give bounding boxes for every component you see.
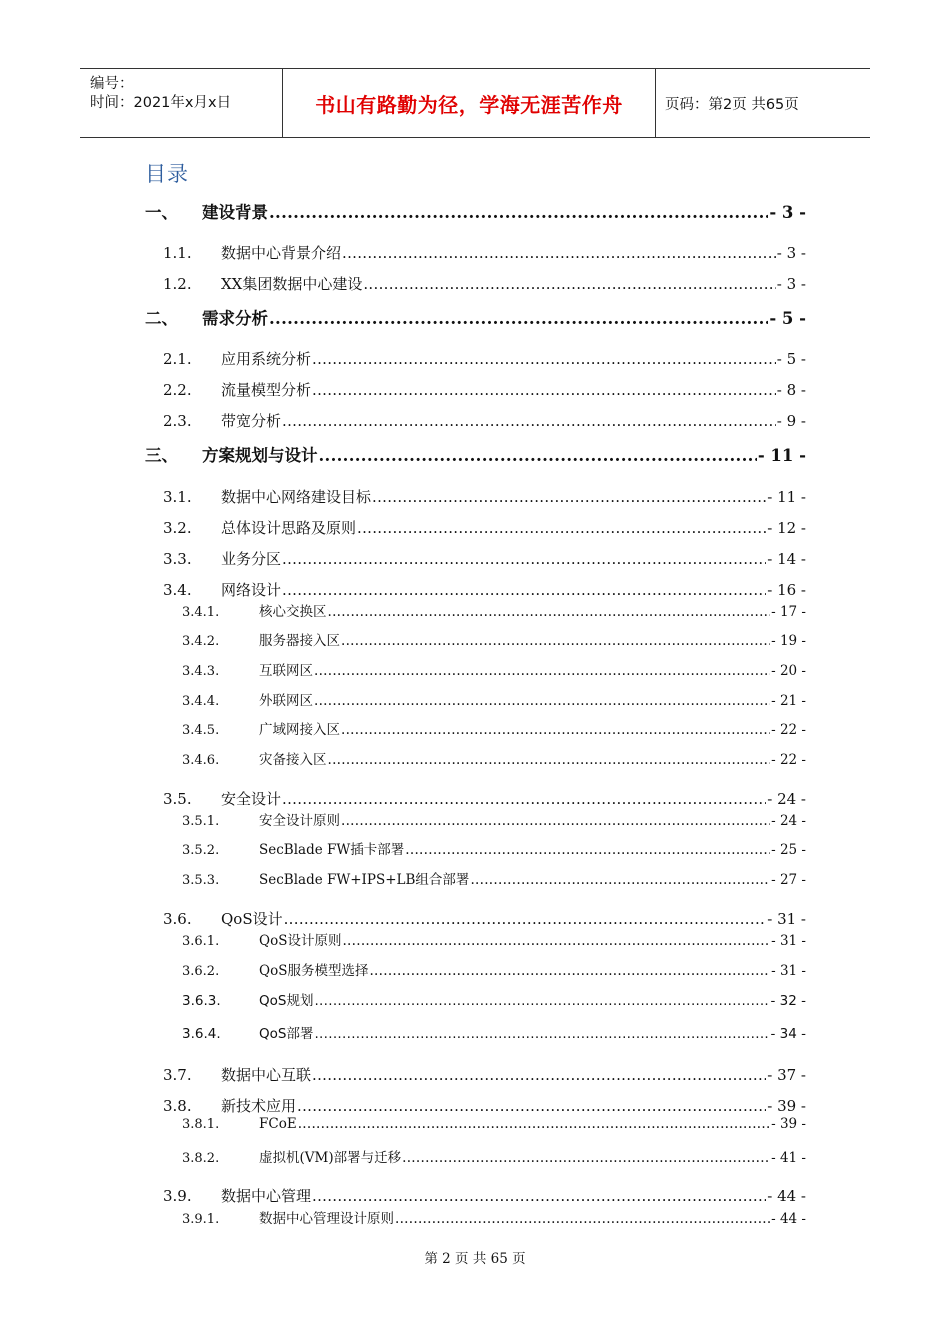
toc-entry-page: - 34 -: [770, 1026, 806, 1042]
toc-entry-number: 3.1.: [163, 488, 192, 506]
toc-entry[interactable]: [163, 1064, 806, 1085]
toc-entry-page: - 27 -: [771, 872, 806, 888]
toc-entry-title: 方案规划与设计: [202, 446, 318, 465]
header-date-label: 时间：2021年x月x日: [90, 95, 232, 111]
toc-entry-number: 3.4.1.: [182, 605, 220, 620]
toc-dot-leader: [282, 790, 766, 808]
toc-entry-title: 互联网区: [259, 663, 313, 679]
toc-entry-title: 应用系统分析: [221, 350, 312, 368]
toc-dot-leader: [282, 412, 776, 430]
toc-entry-title: XX集团数据中心建设: [221, 275, 363, 293]
toc-title: 目录: [145, 162, 189, 186]
toc-entry-title: QoS设计原则: [259, 933, 342, 949]
toc-entry-title: QoS部署: [259, 1026, 314, 1042]
toc-entry[interactable]: [182, 1116, 806, 1132]
toc-dot-leader: [312, 381, 776, 399]
toc-entry-number: 3.4.: [163, 581, 192, 599]
toc-entry-title: SecBlade FW+IPS+LB组合部署: [259, 872, 470, 888]
toc-entry[interactable]: [182, 989, 806, 1009]
toc-dot-leader: [312, 1187, 766, 1205]
toc-dot-leader: [328, 604, 771, 620]
toc-entry-title: 数据中心背景介绍: [221, 244, 342, 262]
toc-entry-title: 带宽分析: [221, 412, 282, 430]
toc-dot-leader: [282, 550, 766, 568]
toc-dot-leader: [363, 275, 775, 293]
toc-entry-number: 三、: [145, 446, 178, 465]
toc-entry[interactable]: [163, 348, 806, 369]
toc-entry-number: 2.2.: [163, 381, 192, 399]
toc-entry-number: 2.3.: [163, 412, 192, 430]
toc-entry-title: 核心交换区: [259, 604, 327, 620]
toc-entry-title: 流量模型分析: [221, 381, 312, 399]
toc-entry-number: 3.8.: [163, 1097, 192, 1115]
toc-entry-page: - 19 -: [771, 633, 806, 649]
toc-entry-title: 广域网接入区: [259, 722, 340, 738]
toc-entry[interactable]: [182, 809, 806, 829]
toc-entry-number: 3.2.: [163, 519, 192, 537]
toc-dot-leader: [314, 663, 770, 679]
toc-entry-title: 业务分区: [221, 550, 282, 568]
toc-dot-leader: [284, 910, 767, 928]
toc-entry[interactable]: [163, 1095, 806, 1116]
toc-entry[interactable]: [163, 1185, 806, 1206]
toc-entry[interactable]: [182, 929, 806, 949]
toc-entry-title: FCoE: [259, 1116, 297, 1132]
toc-entry[interactable]: [163, 273, 806, 294]
toc-entry-page: - 25 -: [771, 842, 806, 858]
toc-entry-number: 3.6.4.: [182, 1026, 221, 1042]
toc-entry-title: 外联网区: [259, 693, 313, 709]
toc-entry-page: - 9 -: [776, 412, 806, 430]
toc-entry-number: 3.9.1.: [182, 1212, 220, 1227]
toc-entry-title: 数据中心管理: [221, 1187, 312, 1205]
toc-entry-title: QoS设计: [221, 910, 283, 928]
toc-entry-number: 3.5.: [163, 790, 192, 808]
toc-entry-number: 3.5.3.: [182, 873, 220, 888]
toc-entry[interactable]: [182, 748, 806, 768]
toc-entry-title: SecBlade FW插卡部署: [259, 842, 405, 858]
toc-entry-title: 网络设计: [221, 581, 282, 599]
toc-entry-page: - 21 -: [771, 693, 806, 709]
toc-entry[interactable]: [163, 788, 806, 809]
toc-entry-title: 数据中心互联: [221, 1066, 312, 1084]
toc-dot-leader: [395, 1211, 770, 1227]
toc-entry-number: 3.4.2.: [182, 634, 220, 649]
page-footer: 第 2 页 共 65 页: [424, 1251, 526, 1267]
toc-entry-number: 3.5.2.: [182, 843, 220, 858]
toc-entry[interactable]: [163, 908, 806, 929]
toc-entry[interactable]: [145, 442, 806, 466]
toc-dot-leader: [342, 933, 770, 949]
toc-dot-leader: [369, 963, 770, 979]
toc-entry[interactable]: [182, 1207, 806, 1227]
toc-dot-leader: [372, 488, 766, 506]
toc-dot-leader: [269, 203, 768, 222]
toc-entry-page: - 5 -: [769, 309, 806, 328]
toc-entry[interactable]: [163, 379, 806, 400]
toc-entry-title: QoS规划: [259, 993, 314, 1009]
toc-entry-number: 1.1.: [163, 244, 192, 262]
toc-entry-number: 3.6.3.: [182, 993, 221, 1009]
toc-dot-leader: [298, 1116, 770, 1132]
toc-dot-leader: [341, 633, 770, 649]
toc-entry-number: 3.4.5.: [182, 723, 220, 738]
toc-dot-leader: [341, 813, 770, 829]
toc-entry-page: - 37 -: [767, 1066, 806, 1084]
toc-entry-page: - 3 -: [776, 275, 806, 293]
toc-entry-number: 3.8.2.: [182, 1151, 220, 1166]
toc-entry[interactable]: [163, 242, 806, 263]
toc-entry[interactable]: [182, 868, 806, 888]
toc-entry-number: 3.4.6.: [182, 753, 220, 768]
toc-entry-page: - 22 -: [771, 752, 806, 768]
toc-dot-leader: [269, 309, 768, 328]
toc-dot-leader: [405, 842, 770, 858]
toc-entry-page: - 39 -: [767, 1097, 806, 1115]
toc-entry[interactable]: [182, 600, 806, 620]
toc-entry[interactable]: [182, 1146, 806, 1166]
header-motto: 书山有路勤为径，学海无涯苦作舟: [315, 92, 623, 117]
toc-entry-page: - 12 -: [767, 519, 806, 537]
toc-entry-page: - 41 -: [771, 1150, 806, 1166]
toc-entry[interactable]: [145, 199, 806, 223]
toc-entry-number: 3.6.2.: [182, 964, 220, 979]
toc-entry-page: - 44 -: [767, 1187, 806, 1205]
toc-entry-number: 3.5.1.: [182, 814, 220, 829]
toc-entry-page: - 32 -: [770, 993, 806, 1009]
toc-entry[interactable]: [145, 305, 806, 329]
toc-entry-title: 建设背景: [202, 203, 268, 222]
toc-entry-number: 3.9.: [163, 1187, 192, 1205]
toc-entry-number: 3.3.: [163, 550, 192, 568]
toc-entry-page: - 22 -: [771, 722, 806, 738]
toc-entry-number: 3.4.3.: [182, 664, 220, 679]
toc-entry[interactable]: [182, 1022, 806, 1042]
toc-entry[interactable]: [182, 689, 806, 709]
toc-entry-number: 二、: [145, 309, 178, 328]
toc-entry-number: 3.6.1.: [182, 934, 220, 949]
toc-entry-page: - 31 -: [771, 933, 806, 949]
toc-dot-leader: [357, 519, 766, 537]
toc-entry[interactable]: [163, 410, 806, 431]
toc-dot-leader: [297, 1097, 766, 1115]
toc-entry[interactable]: [182, 838, 806, 858]
toc-dot-leader: [328, 752, 771, 768]
toc-entry-page: - 31 -: [767, 910, 806, 928]
toc-entry-page: - 17 -: [771, 604, 806, 620]
toc-entry-page: - 16 -: [767, 581, 806, 599]
toc-entry-page: - 20 -: [771, 663, 806, 679]
toc-dot-leader: [402, 1150, 770, 1166]
toc-entry-number: 3.8.1.: [182, 1117, 220, 1132]
toc-entry[interactable]: [163, 486, 806, 507]
toc-dot-leader: [314, 1026, 769, 1042]
toc-entry[interactable]: [163, 548, 806, 569]
header-number-label: 编号：: [90, 76, 134, 92]
toc-entry[interactable]: [163, 517, 806, 538]
toc-dot-leader: [312, 1066, 766, 1084]
toc-entry[interactable]: [182, 959, 806, 979]
toc-entry-page: - 8 -: [776, 381, 806, 399]
toc-entry-number: 2.1.: [163, 350, 192, 368]
toc-entry-number: 3.4.4.: [182, 694, 220, 709]
toc-entry-title: 灾备接入区: [259, 752, 327, 768]
toc-entry[interactable]: [163, 579, 806, 600]
toc-entry-title: 安全设计: [221, 790, 282, 808]
toc-entry-page: - 24 -: [771, 813, 806, 829]
toc-entry-number: 3.6.: [163, 910, 192, 928]
toc-dot-leader: [314, 993, 769, 1009]
toc-entry-title: 总体设计思路及原则: [221, 519, 357, 537]
toc-entry-page: - 11 -: [757, 446, 806, 465]
toc-entry[interactable]: [182, 718, 806, 738]
header-page-info: 页码：第2页 共65页: [665, 96, 799, 113]
toc-dot-leader: [341, 722, 770, 738]
toc-entry-page: - 5 -: [776, 350, 806, 368]
toc-dot-leader: [314, 693, 770, 709]
toc-entry-page: - 39 -: [771, 1116, 806, 1132]
toc-entry-page: - 14 -: [767, 550, 806, 568]
toc-entry-number: 一、: [145, 203, 178, 222]
toc-entry-title: 虚拟机(VM)部署与迁移: [259, 1150, 402, 1166]
toc-entry-page: - 24 -: [767, 790, 806, 808]
toc-entry-title: 数据中心网络建设目标: [221, 488, 372, 506]
toc-entry-number: 1.2.: [163, 275, 192, 293]
toc-entry-title: QoS服务模型选择: [259, 963, 369, 979]
toc-entry-title: 数据中心管理设计原则: [259, 1211, 394, 1227]
toc-entry-title: 需求分析: [202, 309, 268, 328]
toc-entry-page: - 3 -: [776, 244, 806, 262]
toc-entry-page: - 31 -: [771, 963, 806, 979]
toc-dot-leader: [342, 244, 776, 262]
toc-dot-leader: [470, 872, 770, 888]
toc-entry-page: - 44 -: [771, 1211, 806, 1227]
toc-entry-title: 安全设计原则: [259, 813, 340, 829]
toc-entry-number: 3.7.: [163, 1066, 192, 1084]
toc-dot-leader: [312, 350, 776, 368]
toc-entry-title: 服务器接入区: [259, 633, 340, 649]
toc-entry[interactable]: [182, 659, 806, 679]
toc-dot-leader: [319, 446, 757, 465]
toc-entry[interactable]: [182, 629, 806, 649]
toc-entry-page: - 3 -: [769, 203, 806, 222]
toc-dot-leader: [282, 581, 766, 599]
toc-entry-page: - 11 -: [767, 488, 806, 506]
toc-entry-title: 新技术应用: [221, 1097, 297, 1115]
